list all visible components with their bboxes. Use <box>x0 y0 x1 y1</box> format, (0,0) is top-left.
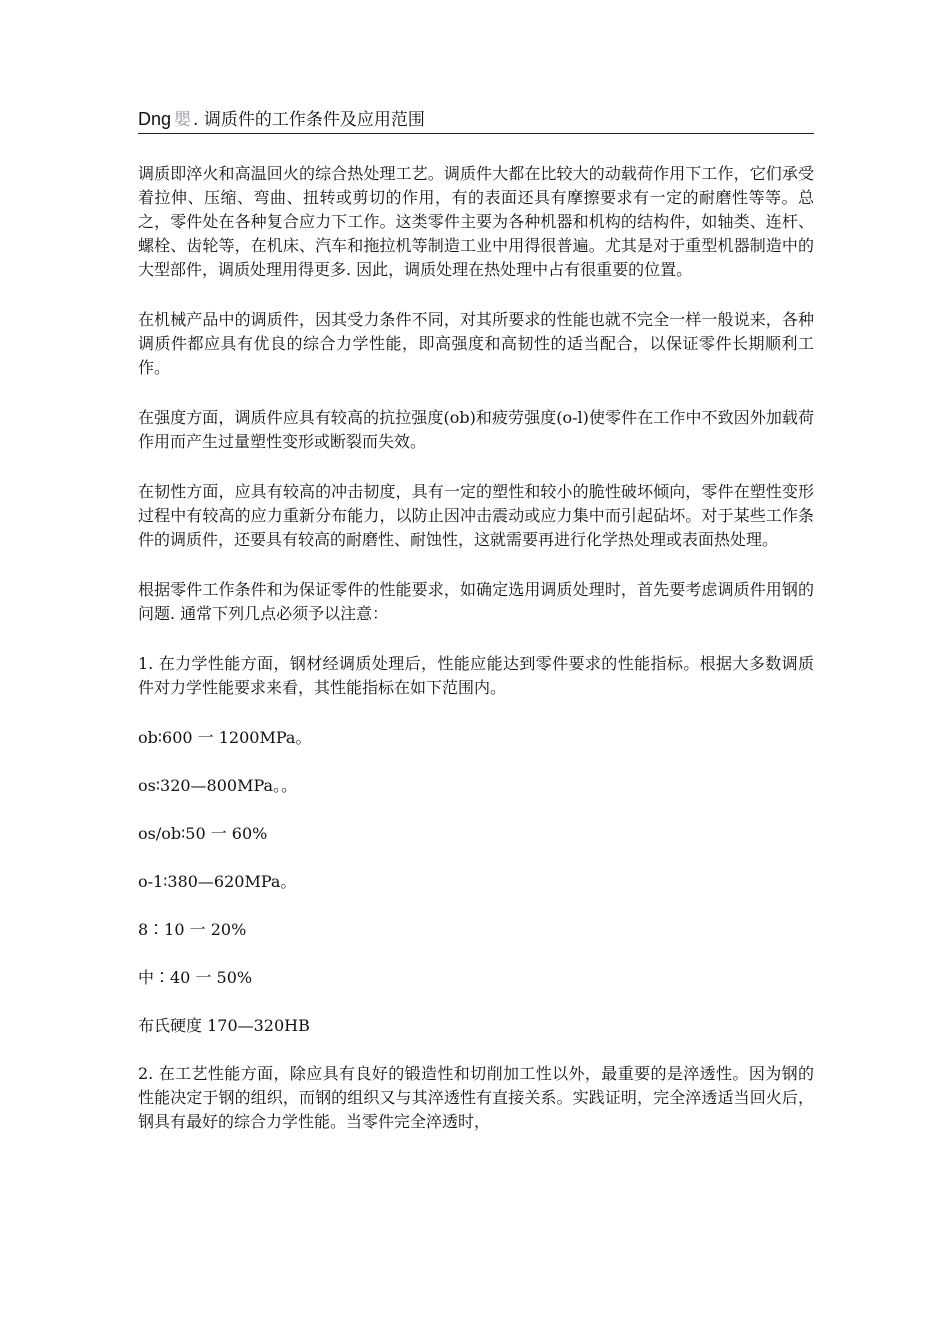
paragraph-toughness: 在韧性方面，应具有较高的冲击韧度，具有一定的塑性和较小的脆性破坏倾向，零件在塑性变形过程中有较高的应力重新分布能力，以防止因冲击震动或应力集中而引起砧坏。对于某些工作条件的调质件，还要具有较高的耐磨性、耐蚀性，这就需要再进行化学热处理或表面热处理。 <box>138 482 814 549</box>
paragraph-process-properties: 2. 在工艺性能方面，除应具有良好的锻造性和切削加工性以外，最重要的是淬透性。因为钢的性能决定于钢的组织，而钢的组织又与其淬透性有直接关系。实践证明，完全淬透适当回火后，钢具有最好的综合力学性能。当零件完全淬透时， <box>138 1064 814 1131</box>
spec-line-reduction: 中∶40 一 50% <box>138 968 253 987</box>
paragraph-general-requirements: 在机械产品中的调质件，因其受力条件不同，对其所要求的性能也就不完全一样一般说来，各种调质件都应具有优良的综合力学性能，即高强度和高韧性的适当配合，以保证零件长期顺利工作。 <box>138 310 814 377</box>
header-faded-glyph: 嬰 <box>174 110 192 130</box>
spec-line-ob: ob∶600 一 1200MPa。 <box>138 728 312 747</box>
paragraph-intro: 调质即淬火和高温回火的综合热处理工艺。调质件大都在比较大的动载荷作用下工作，它们承受着拉伸、压缩、弯曲、扭转或剪切的作用，有的表面还具有摩擦要求有一定的耐磨性等等。总之，零件处在各种复合应力下工作。这类零件主要为各种机器和机构的结构件，如轴类、连杆、螺栓、齿轮等，在机床、汽车和拖拉机等制造工业中用得很普遍。尤其是对于重型机器制造中的大型部件，调质处理用得更多. 因此，调质处理在热处理中占有很重要的位置。 <box>138 164 814 279</box>
header-latin-text: Dng <box>138 109 172 129</box>
spec-line-o-1: o-1∶380—620MPa。 <box>138 872 297 891</box>
document-page <box>138 108 814 1160</box>
document-header <box>138 108 814 134</box>
spec-line-os-ob: os/ob∶50 一 60% <box>138 824 268 843</box>
paragraph-strength: 在强度方面，调质件应具有较高的抗拉强度(ob)和疲劳强度(o-l)使零件在工作中不致因外加载荷作用而产生过量塑性变形或断裂而失效。 <box>138 408 814 451</box>
header-title: . 调质件的工作条件及应用范围 <box>193 110 425 130</box>
spec-line-os: os∶320—800MPa。。 <box>138 776 298 795</box>
paragraph-mechanical-properties: 1. 在力学性能方面，钢材经调质处理后，性能应能达到零件要求的性能指标。根据大多数调质件对力学性能要求来看，其性能指标在如下范围内。 <box>138 654 814 697</box>
paragraph-steel-selection: 根据零件工作条件和为保证零件的性能要求，如确定选用调质处理时，首先要考虑调质件用钢的问题. 通常下列几点必须予以注意： <box>138 580 814 623</box>
spec-line-hardness: 布氏硬度 170—320HB <box>138 1016 310 1035</box>
spec-line-elongation: 8∶10 一 20% <box>138 920 247 939</box>
